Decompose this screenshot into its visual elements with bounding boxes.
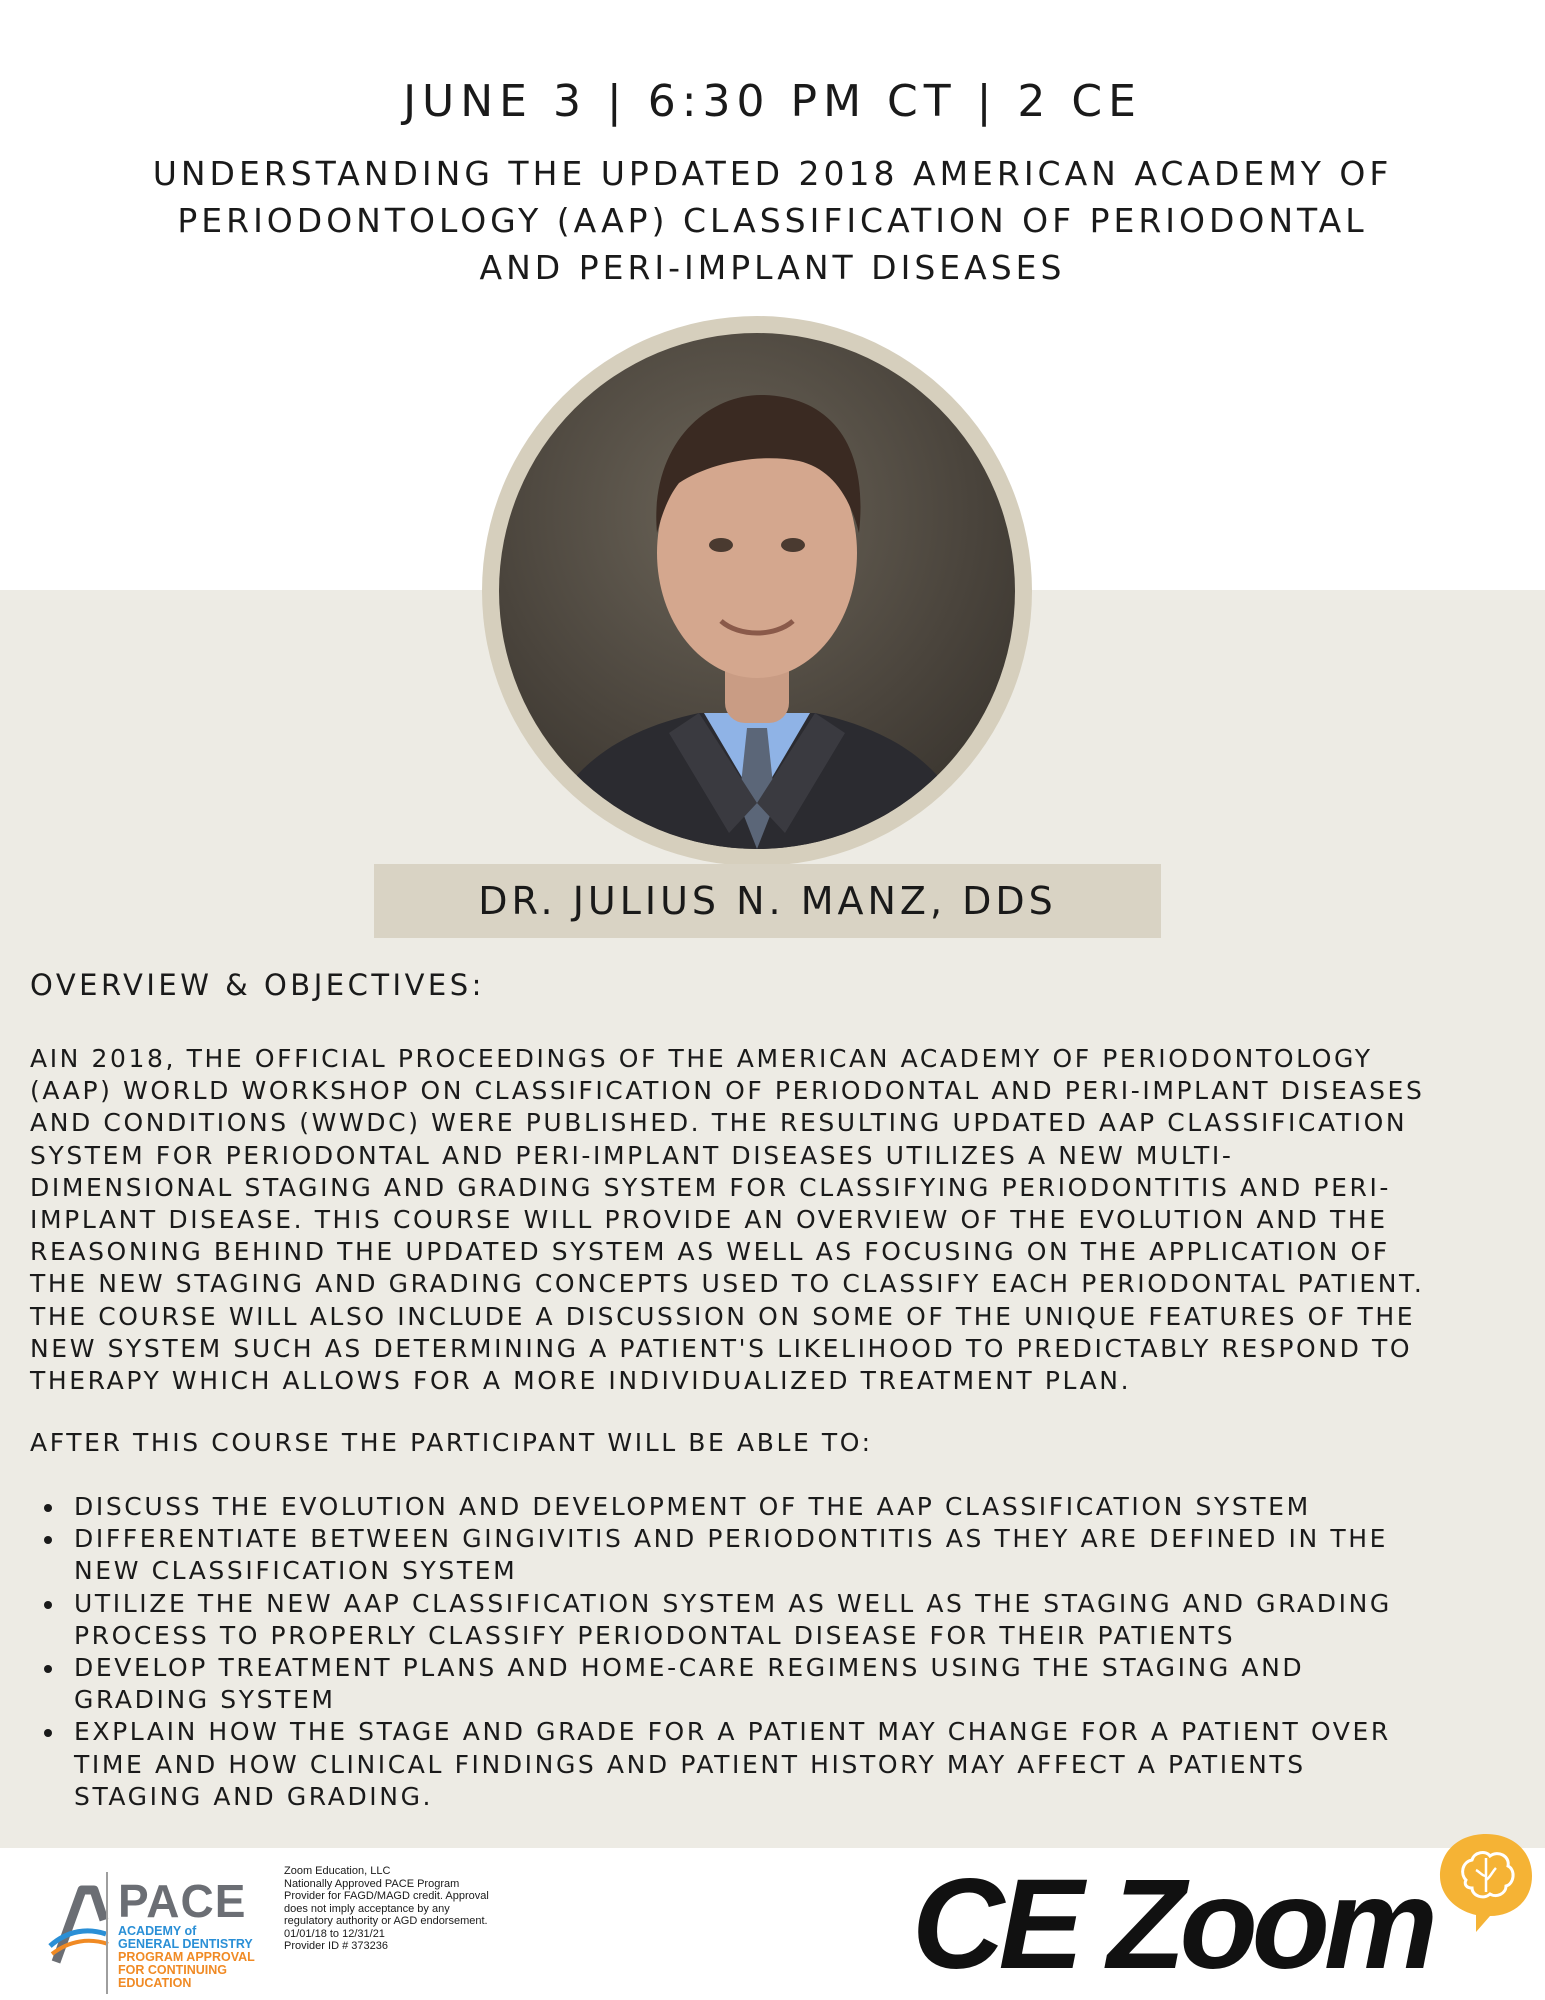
objective-line: DIFFERENTIATE BETWEEN GINGIVITIS AND PERIODONTITIS AS THEY ARE DEFINED IN THE xyxy=(74,1524,1388,1554)
course-title-line: UNDERSTANDING THE UPDATED 2018 AMERICAN ACADEMY OF xyxy=(152,154,1393,193)
course-title-line: AND PERI-IMPLANT DISEASES xyxy=(479,248,1066,287)
pace-general-dentistry: GENERAL DENTISTRY xyxy=(118,1937,253,1951)
provider-line: regulatory authority or AGD endorsement. xyxy=(284,1915,488,1927)
objective-line: PROCESS TO PROPERLY CLASSIFY PERIODONTAL DISEASE FOR THEIR PATIENTS xyxy=(74,1620,1236,1650)
paragraph-line: SYSTEM FOR PERIODONTAL AND PERI-IMPLANT DISEASES UTILIZES A NEW MULTI- xyxy=(30,1140,1234,1170)
provider-line: Provider ID # 373236 xyxy=(284,1940,388,1952)
speaker-name-plate xyxy=(374,864,1161,938)
paragraph-line: IMPLANT DISEASE. THIS COURSE WILL PROVIDE AN OVERVIEW OF THE EVOLUTION AND THE xyxy=(30,1205,1388,1235)
paragraph-line: DIMENSIONAL STAGING AND GRADING SYSTEM FOR CLASSIFYING PERIODONTITIS AND PERI- xyxy=(30,1172,1392,1202)
provider-line: Zoom Education, LLC xyxy=(284,1865,391,1877)
pace-program-approval: PROGRAM APPROVAL xyxy=(118,1950,255,1964)
objective-line: NEW CLASSIFICATION SYSTEM xyxy=(74,1556,518,1586)
paragraph-line: REASONING BEHIND THE UPDATED SYSTEM AS WELL AS FOCUSING ON THE APPLICATION OF xyxy=(30,1237,1390,1267)
event-date-time-credits: JUNE 3 | 6:30 PM CT | 2 CE xyxy=(403,76,1142,127)
provider-line: does not imply acceptance by any xyxy=(284,1902,450,1915)
objective-line: DEVELOP TREATMENT PLANS AND HOME-CARE REGIMENS USING THE STAGING AND xyxy=(74,1653,1305,1683)
pace-wordmark: PACE xyxy=(118,1875,247,1927)
objective-line: DISCUSS THE EVOLUTION AND DEVELOPMENT OF THE AAP CLASSIFICATION SYSTEM xyxy=(74,1492,1311,1521)
objectives-intro: AFTER THIS COURSE THE PARTICIPANT WILL BE ABLE TO: xyxy=(30,1428,873,1457)
objective-item xyxy=(30,1588,1520,1652)
paragraph-line: THE NEW STAGING AND GRADING CONCEPTS USED TO CLASSIFY EACH PERIODONTAL PATIENT. xyxy=(30,1269,1425,1299)
objective-line: TIME AND HOW CLINICAL FINDINGS AND PATIENT HISTORY MAY AFFECT A PATIENTS xyxy=(74,1749,1306,1779)
objective-item xyxy=(30,1716,1520,1813)
objective-item xyxy=(30,1523,1520,1587)
course-title xyxy=(0,150,1545,291)
objective-line: UTILIZE THE NEW AAP CLASSIFICATION SYSTEM AS WELL AS THE STAGING AND GRADING xyxy=(74,1588,1392,1618)
objective-line: STAGING AND GRADING. xyxy=(74,1781,434,1811)
paragraph-line: AND CONDITIONS (WWDC) WERE PUBLISHED. THE RESULTING UPDATED AAP CLASSIFICATION xyxy=(30,1108,1408,1138)
pace-for-continuing: FOR CONTINUING xyxy=(118,1963,228,1977)
paragraph-line: (AAP) WORLD WORKSHOP ON CLASSIFICATION OF PERIODONTAL AND PERI-IMPLANT DISEASES xyxy=(30,1076,1425,1106)
objective-item xyxy=(30,1491,1520,1523)
paragraph-line: NEW SYSTEM SUCH AS DETERMINING A PATIENT'S LIKELIHOOD TO PREDICTABLY RESPOND TO xyxy=(30,1333,1413,1363)
overview-heading: OVERVIEW & OBJECTIVES: xyxy=(30,968,485,1002)
speaker-photo xyxy=(499,333,1015,849)
objectives-list xyxy=(30,1491,1520,1813)
overview-paragraph xyxy=(30,1043,1520,1397)
pace-divider xyxy=(106,1872,108,1994)
pace-academy: ACADEMY of xyxy=(118,1924,197,1938)
objective-line: GRADING SYSTEM xyxy=(74,1685,336,1715)
ce-zoom-logo: CE Zoom xyxy=(912,1853,1432,1996)
provider-line: Provider for FAGD/MAGD credit. Approval xyxy=(284,1890,489,1902)
pace-subtitle xyxy=(118,1925,255,1990)
course-title-line: PERIODONTOLOGY (AAP) CLASSIFICATION OF PERIODONTAL xyxy=(177,201,1368,240)
paragraph-line: AIN 2018, THE OFFICIAL PROCEEDINGS OF THE AMERICAN ACADEMY OF PERIODONTOLOGY xyxy=(30,1044,1373,1073)
paragraph-line: THERAPY WHICH ALLOWS FOR A MORE INDIVIDUALIZED TREATMENT PLAN. xyxy=(30,1366,1132,1396)
speaker-name: DR. JULIUS N. MANZ, DDS xyxy=(478,879,1057,923)
provider-disclaimer xyxy=(284,1865,544,1953)
provider-line: 01/01/18 to 12/31/21 xyxy=(284,1927,385,1940)
provider-line: Nationally Approved PACE Program xyxy=(284,1877,460,1890)
paragraph-line: THE COURSE WILL ALSO INCLUDE A DISCUSSION ON SOME OF THE UNIQUE FEATURES OF THE xyxy=(30,1301,1416,1331)
brain-bubble-icon xyxy=(1436,1830,1536,1935)
pace-education: EDUCATION xyxy=(118,1976,192,1990)
speaker-silhouette xyxy=(499,333,1015,849)
objective-item xyxy=(30,1652,1520,1716)
objective-line: EXPLAIN HOW THE STAGE AND GRADE FOR A PATIENT MAY CHANGE FOR A PATIENT OVER xyxy=(74,1717,1391,1747)
